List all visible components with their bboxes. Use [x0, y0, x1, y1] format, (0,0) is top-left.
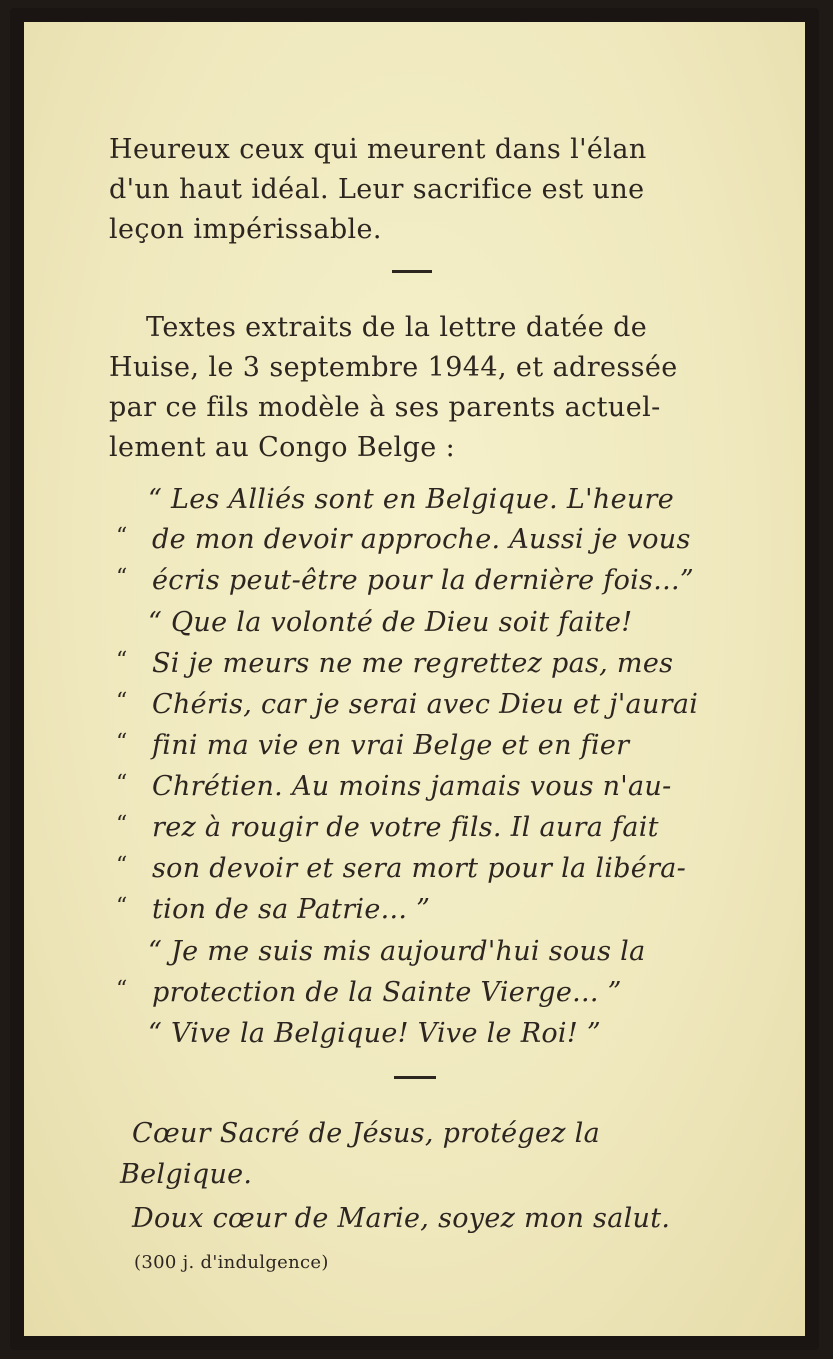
quote-mark: “: [116, 648, 128, 673]
letter-line-3: écris peut-être pour la dernière fois...”: [152, 565, 694, 596]
quote-mark: “: [116, 689, 128, 714]
intro-line-2: d'un haut idéal. Leur sacrifice est une: [109, 174, 645, 205]
intro-line-3: leçon impérissable.: [109, 214, 382, 245]
letter-line-5: Si je meurs ne me regrettez pas, mes: [152, 648, 674, 679]
quote-mark: “: [116, 894, 128, 919]
letter-line-2: de mon devoir approche. Aussi je vous: [152, 524, 691, 555]
quote-mark: “: [116, 730, 128, 755]
letter-intro-line-3: par ce fils modèle à ses parents actuel-: [109, 392, 661, 423]
memorial-card: [10, 8, 819, 1350]
quote-mark: “: [116, 565, 128, 590]
intro-line-1: Heureux ceux qui meurent dans l'élan: [109, 134, 647, 165]
quote-mark: “: [116, 977, 128, 1002]
letter-line-13: protection de la Sainte Vierge... ”: [152, 977, 622, 1008]
letter-line-14: “ Vive la Belgique! Vive le Roi! ”: [148, 1018, 601, 1049]
prayer-line-1: Cœur Sacré de Jésus, protégez la: [132, 1118, 601, 1149]
letter-intro-line-1: Textes extraits de la lettre datée de: [146, 312, 648, 343]
quote-mark: “: [116, 771, 128, 796]
quote-mark: “: [116, 812, 128, 837]
letter-line-8: Chrétien. Au moins jamais vous n'au-: [152, 771, 672, 802]
letter-line-9: rez à rougir de votre fils. Il aura fait: [152, 812, 659, 843]
quote-mark: “: [116, 524, 128, 549]
letter-intro-line-4: lement au Congo Belge :: [109, 432, 456, 463]
quote-mark: “: [116, 853, 128, 878]
letter-intro-line-2: Huise, le 3 septembre 1944, et adressée: [109, 352, 678, 383]
separator-rule-1: [392, 270, 432, 273]
letter-line-12: “ Je me suis mis aujourd'hui sous la: [148, 936, 646, 967]
letter-line-7: fini ma vie en vrai Belge et en fier: [152, 730, 630, 761]
prayer-line-3: Doux cœur de Marie, soyez mon salut.: [132, 1203, 671, 1234]
letter-line-4: “ Que la volonté de Dieu soit faite!: [148, 607, 633, 638]
letter-line-6: Chéris, car je serai avec Dieu et j'aurai: [152, 689, 699, 720]
letter-line-11: tion de sa Patrie... ”: [152, 894, 431, 925]
prayer-line-2: Belgique.: [120, 1159, 253, 1190]
separator-rule-2: [394, 1076, 436, 1079]
letter-line-10: son devoir et sera mort pour la libéra-: [152, 853, 687, 884]
letter-line-1: “ Les Alliés sont en Belgique. L'heure: [148, 484, 675, 515]
indulgence-note: (300 j. d'indulgence): [134, 1252, 329, 1273]
